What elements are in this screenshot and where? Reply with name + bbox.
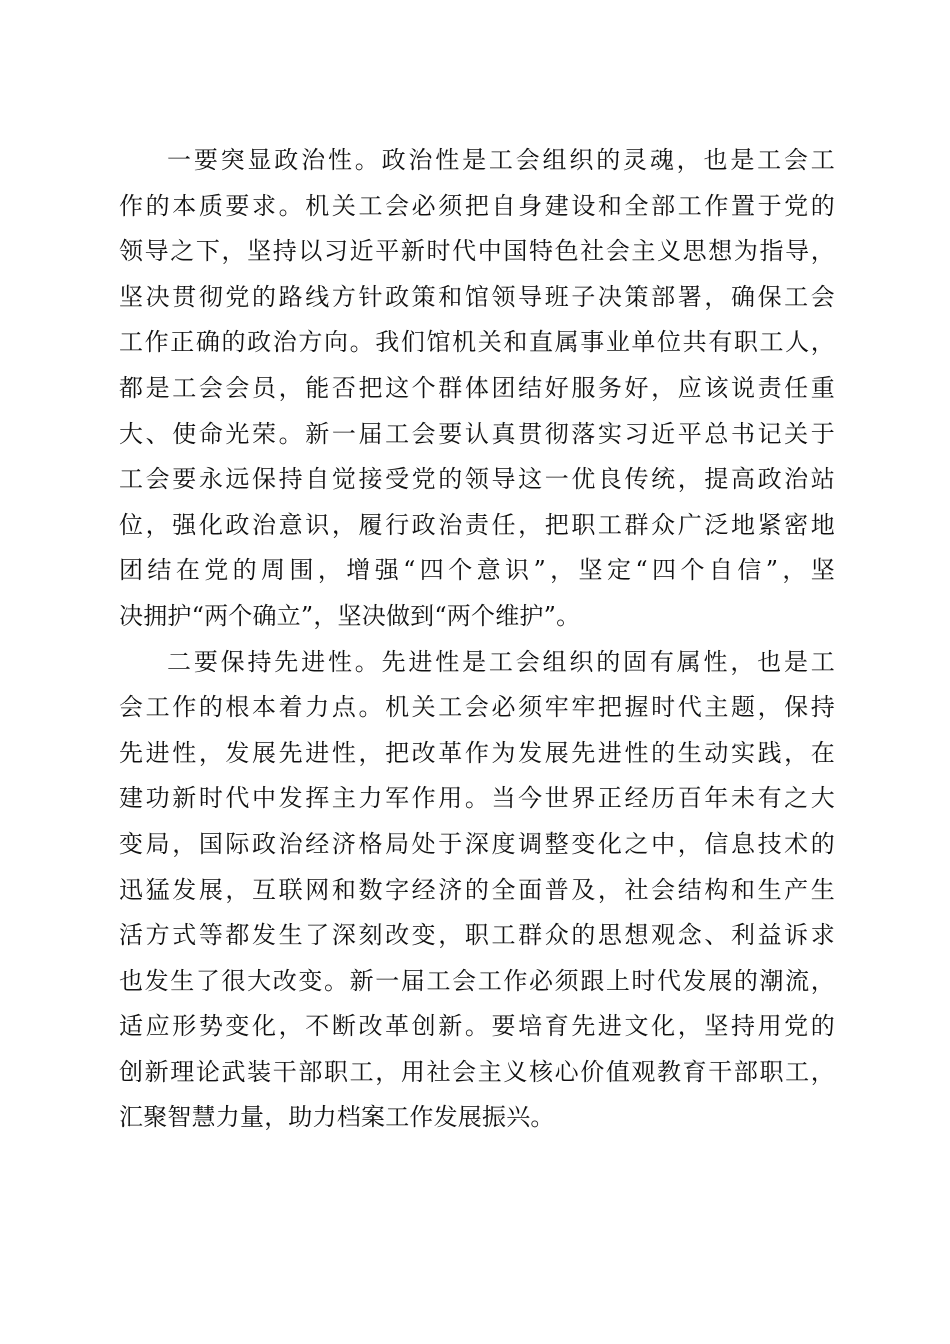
text-line: 工作正确的政治方向。我们馆机关和直属事业单位共有职工人， — [119, 328, 835, 357]
text-line: 二要保持先进性。先进性是工会组织的固有属性，也是工 — [167, 647, 835, 676]
text-line: 大、使命光荣。新一届工会要认真贯彻落实习近平总书记关于 — [119, 419, 835, 448]
text-line: 适应形势变化，不断改革创新。要培育先进文化，坚持用党的 — [119, 1012, 835, 1041]
text-line: 位，强化政治意识，履行政治责任，把职工群众广泛地紧密地 — [119, 510, 835, 539]
text-line: 汇聚智慧力量，助力档案工作发展振兴。 — [119, 1103, 555, 1132]
text-line: 也发生了很大改变。新一届工会工作必须跟上时代发展的潮流， — [119, 966, 835, 995]
paragraph-political — [119, 138, 835, 640]
text-line: 变局，国际政治经济格局处于深度调整变化之中，信息技术的 — [119, 829, 835, 858]
text-line: 决拥护“两个确立”，坚决做到“两个维护”。 — [119, 601, 581, 630]
text-line: 会工作的根本着力点。机关工会必须牢牢把握时代主题，保持 — [119, 693, 835, 722]
document-body — [119, 138, 835, 1141]
text-line: 一要突显政治性。政治性是工会组织的灵魂，也是工会工 — [167, 146, 835, 174]
text-line: 创新理论武装干部职工，用社会主义核心价值观教育干部职工， — [119, 1057, 835, 1086]
text-line: 作的本质要求。机关工会必须把自身建设和全部工作置于党的 — [119, 191, 835, 220]
text-line: 建功新时代中发挥主力军作用。当今世界正经历百年未有之大 — [119, 784, 835, 813]
text-line: 坚决贯彻党的路线方针政策和馆领导班子决策部署，确保工会 — [119, 282, 835, 311]
text-line: 领导之下，坚持以习近平新时代中国特色社会主义思想为指导， — [119, 237, 835, 266]
text-line: 工会要永远保持自觉接受党的领导这一优良传统，提高政治站 — [119, 465, 835, 494]
text-line: 活方式等都发生了深刻改变，职工群众的思想观念、利益诉求 — [119, 921, 835, 950]
text-line: 团结在党的周围，增强“四个意识”，坚定“四个自信”，坚 — [119, 556, 835, 585]
text-line: 迅猛发展，互联网和数字经济的全面普及，社会结构和生产生 — [119, 875, 835, 904]
text-line: 先进性，发展先进性，把改革作为发展先进性的生动实践，在 — [119, 738, 835, 767]
text-line: 都是工会会员，能否把这个群体团结好服务好，应该说责任重 — [119, 373, 835, 402]
paragraph-advanced — [119, 640, 835, 1142]
